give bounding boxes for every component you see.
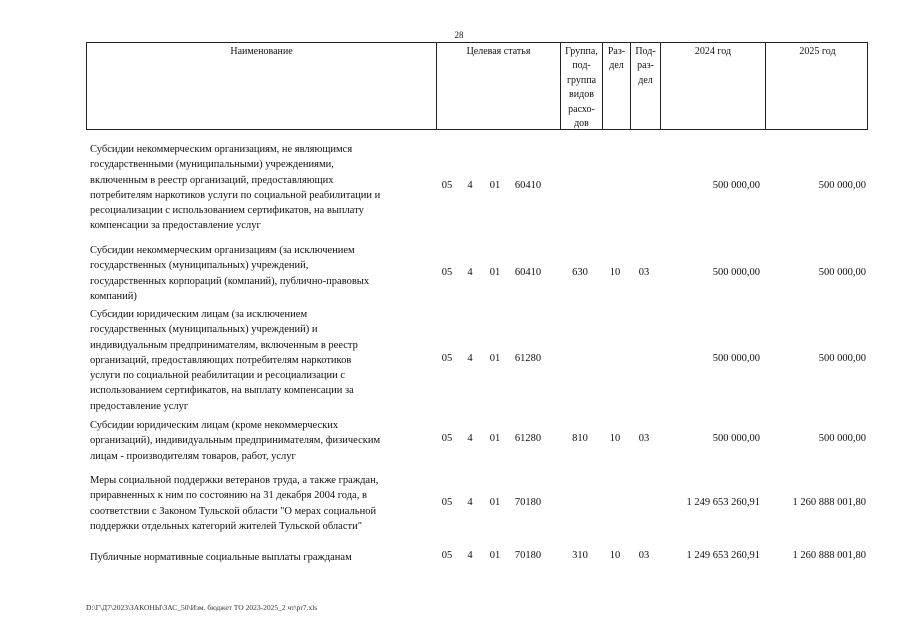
group-code: 630 xyxy=(572,267,588,278)
code-3: 01 xyxy=(489,267,501,278)
code-4: 61280 xyxy=(514,433,542,444)
code-3: 01 xyxy=(489,550,501,561)
table-header xyxy=(86,42,868,130)
code-3: 01 xyxy=(489,180,501,191)
row-name: Субсидии юридическим лицам (за исключением государственных (муниципальных) учреждений) и индивидуальным предпринимателям, включенным в реестр организаций, предоставляющих потребителям наркотиков услуги по социальной реабилитации и ресоциализации с использованием сертификатов, на выплату компенсации за предоставление услуг xyxy=(90,309,358,412)
code-3: 01 xyxy=(489,497,501,508)
code-1: 05 xyxy=(441,180,453,191)
code-4: 60410 xyxy=(514,267,542,278)
table-row xyxy=(86,550,868,570)
header-subsection: Под- раз- дел xyxy=(630,43,660,129)
amount-2024: 500 000,00 xyxy=(712,353,760,364)
code-1: 05 xyxy=(441,267,453,278)
amount-2024: 1 249 653 260,91 xyxy=(686,550,760,561)
amount-2025: 1 260 888 001,80 xyxy=(792,550,866,561)
row-name: Субсидии юридическим лицам (кроме некоммерческих организаций), индивидуальным предпринимателям, физическим лицам - производителям товаров, работ, услуг xyxy=(90,420,381,462)
row-name: Субсидии некоммерческим организациям, не являющимся государственными (муниципальными) учреждениями, включенным в реестр организаций, предоставляющих потребителям наркотиков услуги по социальной реабилитации и ресоциализации с использованием сертификатов, на выплату компенсации за предоставление услуг xyxy=(90,144,381,232)
table-row xyxy=(86,473,868,535)
code-4: 70180 xyxy=(514,497,542,508)
header-target: Целевая статья xyxy=(436,43,560,129)
code-1: 05 xyxy=(441,353,453,364)
amount-2025: 500 000,00 xyxy=(818,267,866,278)
group-code: 310 xyxy=(572,550,588,561)
code-2: 4 xyxy=(467,550,473,561)
row-name: Публичные нормативные социальные выплаты гражданам xyxy=(90,552,352,563)
table-row xyxy=(86,307,868,415)
table-row xyxy=(86,142,868,234)
subsection-code: 03 xyxy=(638,550,650,561)
section-code: 10 xyxy=(609,433,621,444)
code-2: 4 xyxy=(467,267,473,278)
header-section: Раз- дел xyxy=(602,43,630,129)
amount-2025: 1 260 888 001,80 xyxy=(792,497,866,508)
amount-2024: 500 000,00 xyxy=(712,267,760,278)
amount-2025: 500 000,00 xyxy=(818,353,866,364)
code-4: 60410 xyxy=(514,180,542,191)
code-2: 4 xyxy=(467,353,473,364)
code-3: 01 xyxy=(489,353,501,364)
subsection-code: 03 xyxy=(638,267,650,278)
code-3: 01 xyxy=(489,433,501,444)
section-code: 10 xyxy=(609,267,621,278)
group-code: 810 xyxy=(572,433,588,444)
page-number: 28 xyxy=(454,30,464,40)
code-1: 05 xyxy=(441,433,453,444)
code-4: 70180 xyxy=(514,550,542,561)
table-row xyxy=(86,418,868,466)
section-code: 10 xyxy=(609,550,621,561)
amount-2024: 500 000,00 xyxy=(712,180,760,191)
code-4: 61280 xyxy=(514,353,542,364)
code-2: 4 xyxy=(467,433,473,444)
amount-2025: 500 000,00 xyxy=(818,433,866,444)
code-2: 4 xyxy=(467,180,473,191)
code-1: 05 xyxy=(441,550,453,561)
code-1: 05 xyxy=(441,497,453,508)
header-2025: 2025 год xyxy=(765,43,869,129)
subsection-code: 03 xyxy=(638,433,650,444)
header-2024: 2024 год xyxy=(660,43,765,129)
table-row xyxy=(86,243,868,305)
header-group: Группа, под- группа видов расхо- дов xyxy=(560,43,602,129)
amount-2024: 1 249 653 260,91 xyxy=(686,497,760,508)
header-name: Наименование xyxy=(230,46,293,57)
amount-2024: 500 000,00 xyxy=(712,433,760,444)
amount-2025: 500 000,00 xyxy=(818,180,866,191)
row-name: Меры социальной поддержки ветеранов труда, а также граждан, приравненных к ним по состоянию на 31 декабря 2004 года, в соответствии с Законом Тульской области "О мерах социальной поддержки отдельных категорий жителей Тульской области" xyxy=(90,475,379,532)
file-path-footer: D:\Г\Д7\2023\ЗАКОНЫ\ЗАС_50\Изм. бюджет ТО 2023-2025_2 чт\pr7.xls xyxy=(86,603,318,612)
code-2: 4 xyxy=(467,497,473,508)
row-name: Субсидии некоммерческим организациям (за исключением государственных (муниципальных) учреждений, государственных корпораций (компаний), публично-правовых компаний) xyxy=(90,245,370,302)
